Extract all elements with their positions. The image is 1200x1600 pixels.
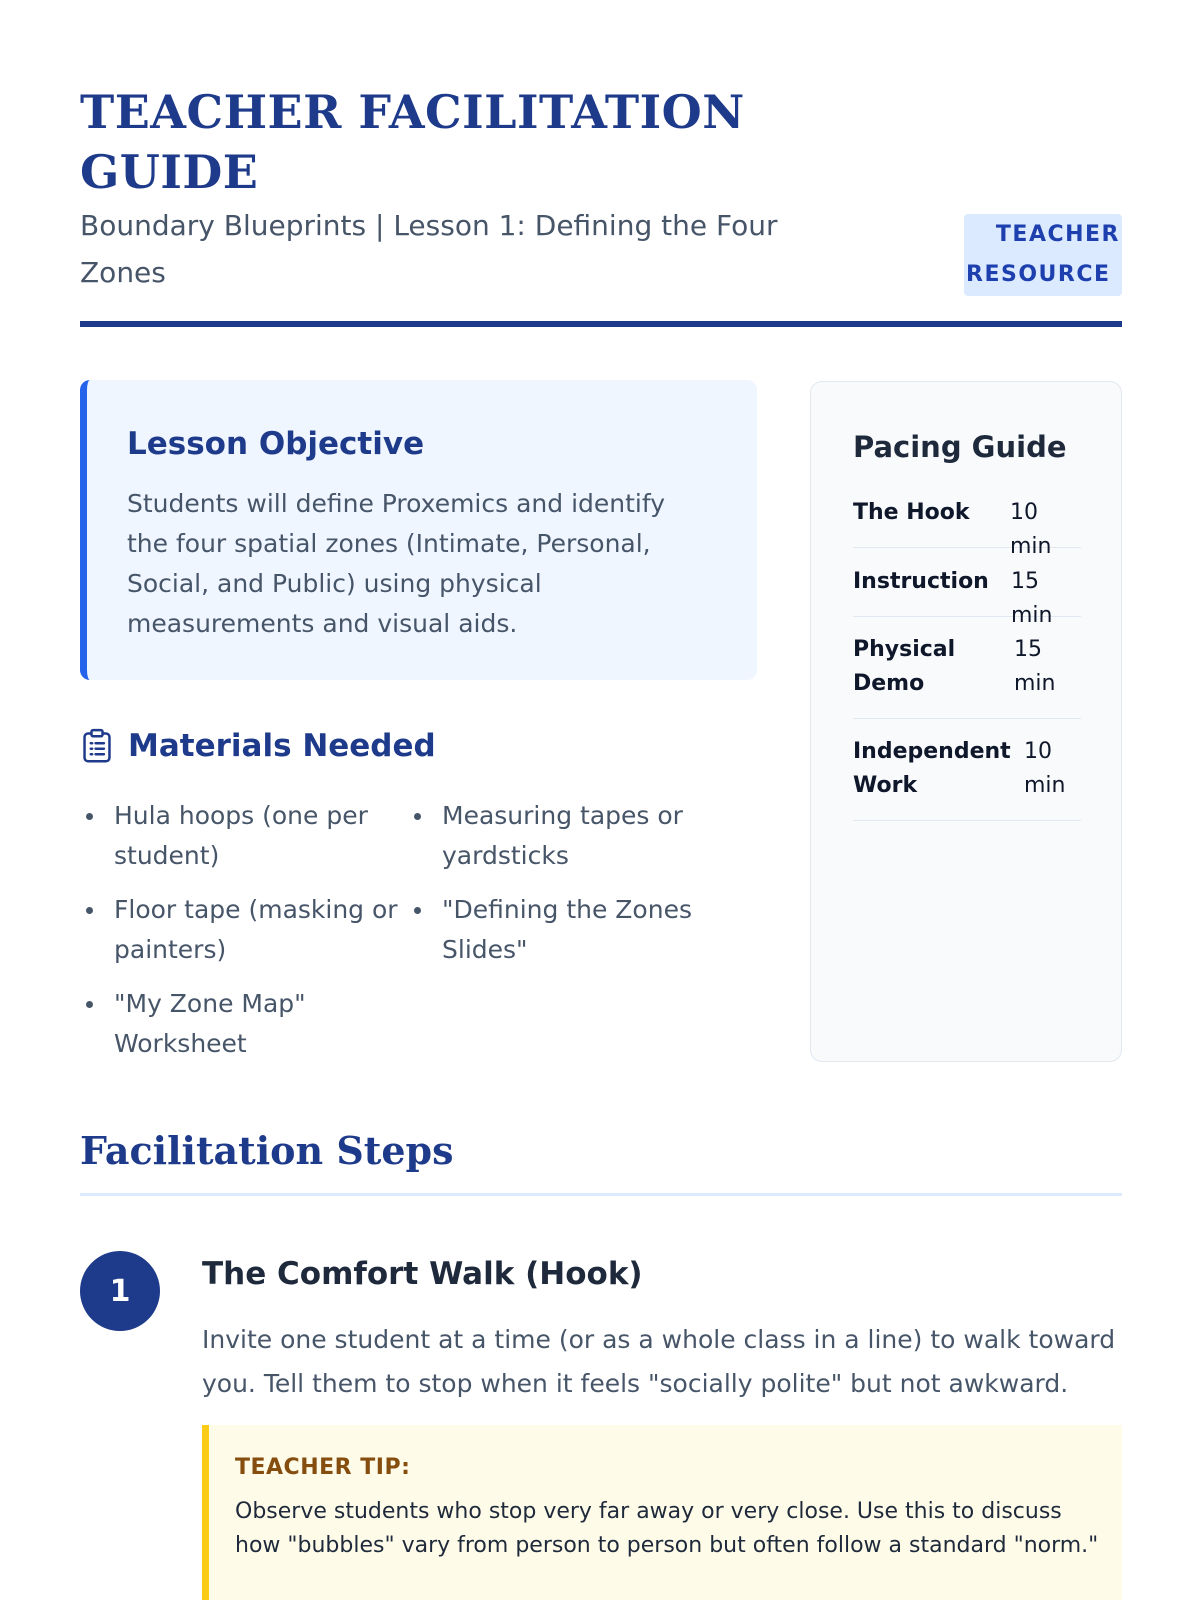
teacher-resource-badge (964, 214, 1122, 296)
step-number-badge: 1 (80, 1251, 160, 1331)
pacing-guide-card (810, 381, 1122, 1062)
lesson-objective-card (80, 380, 757, 680)
pacing-row-demo (853, 633, 1081, 719)
step-text: Invite one student at a time (or as a whole class in a line) to walk toward you. Tell them to stop when it feels "socially polite" but not awkward. (202, 1325, 1116, 1398)
list-item: Hula hoops (one per student) (80, 796, 408, 876)
teacher-tip-box (202, 1425, 1122, 1600)
pacing-duration: 15 min (1011, 569, 1053, 628)
pacing-title: Pacing Guide (853, 430, 1067, 464)
facilitation-steps-title: Facilitation Steps (80, 1128, 454, 1173)
tip-text: Observe students who stop very far away or very close. Use this to discuss how "bubbles" vary from person to person but often follow a standard "norm." (235, 1499, 1099, 1558)
steps-divider (80, 1193, 1122, 1196)
tip-label: TEACHER TIP: (235, 1455, 411, 1480)
materials-header (80, 726, 436, 766)
materials-title: Materials Needed (128, 728, 436, 764)
pacing-duration: 10 min (1024, 739, 1066, 798)
materials-list (80, 796, 740, 1064)
badge-line-2: RESOURCE (966, 262, 1111, 287)
pacing-row-instruction (853, 565, 1081, 628)
objective-title: Lesson Objective (127, 426, 425, 462)
clipboard-list-icon (80, 728, 114, 764)
pacing-activity: Independent Work (853, 739, 1011, 798)
pacing-duration: 10 min (1010, 500, 1052, 559)
step-title: The Comfort Walk (Hook) (202, 1256, 643, 1292)
pacing-duration: 15 min (1014, 637, 1056, 696)
page-title: TEACHER FACILITATION GUIDE (80, 85, 745, 199)
list-item: Floor tape (masking or painters) (80, 890, 408, 970)
objective-text: Students will define Proxemics and identify the four spatial zones (Intimate, Personal, Social, and Public) using physical measurements and visual aids. (127, 489, 666, 638)
header-divider (80, 321, 1122, 327)
pacing-activity: Instruction (853, 569, 989, 594)
badge-line-1: TEACHER (995, 222, 1120, 247)
pacing-row-hook (853, 496, 1081, 559)
page-subtitle: Boundary Blueprints | Lesson 1: Defining the Four Zones (80, 209, 778, 289)
pacing-row-independent (853, 735, 1081, 821)
list-item: "My Zone Map" Worksheet (80, 984, 408, 1064)
list-item: "Defining the Zones Slides" (408, 890, 736, 970)
pacing-activity: Physical Demo (853, 637, 956, 696)
list-item: Measuring tapes or yardsticks (408, 796, 736, 876)
pacing-activity: The Hook (853, 500, 970, 525)
